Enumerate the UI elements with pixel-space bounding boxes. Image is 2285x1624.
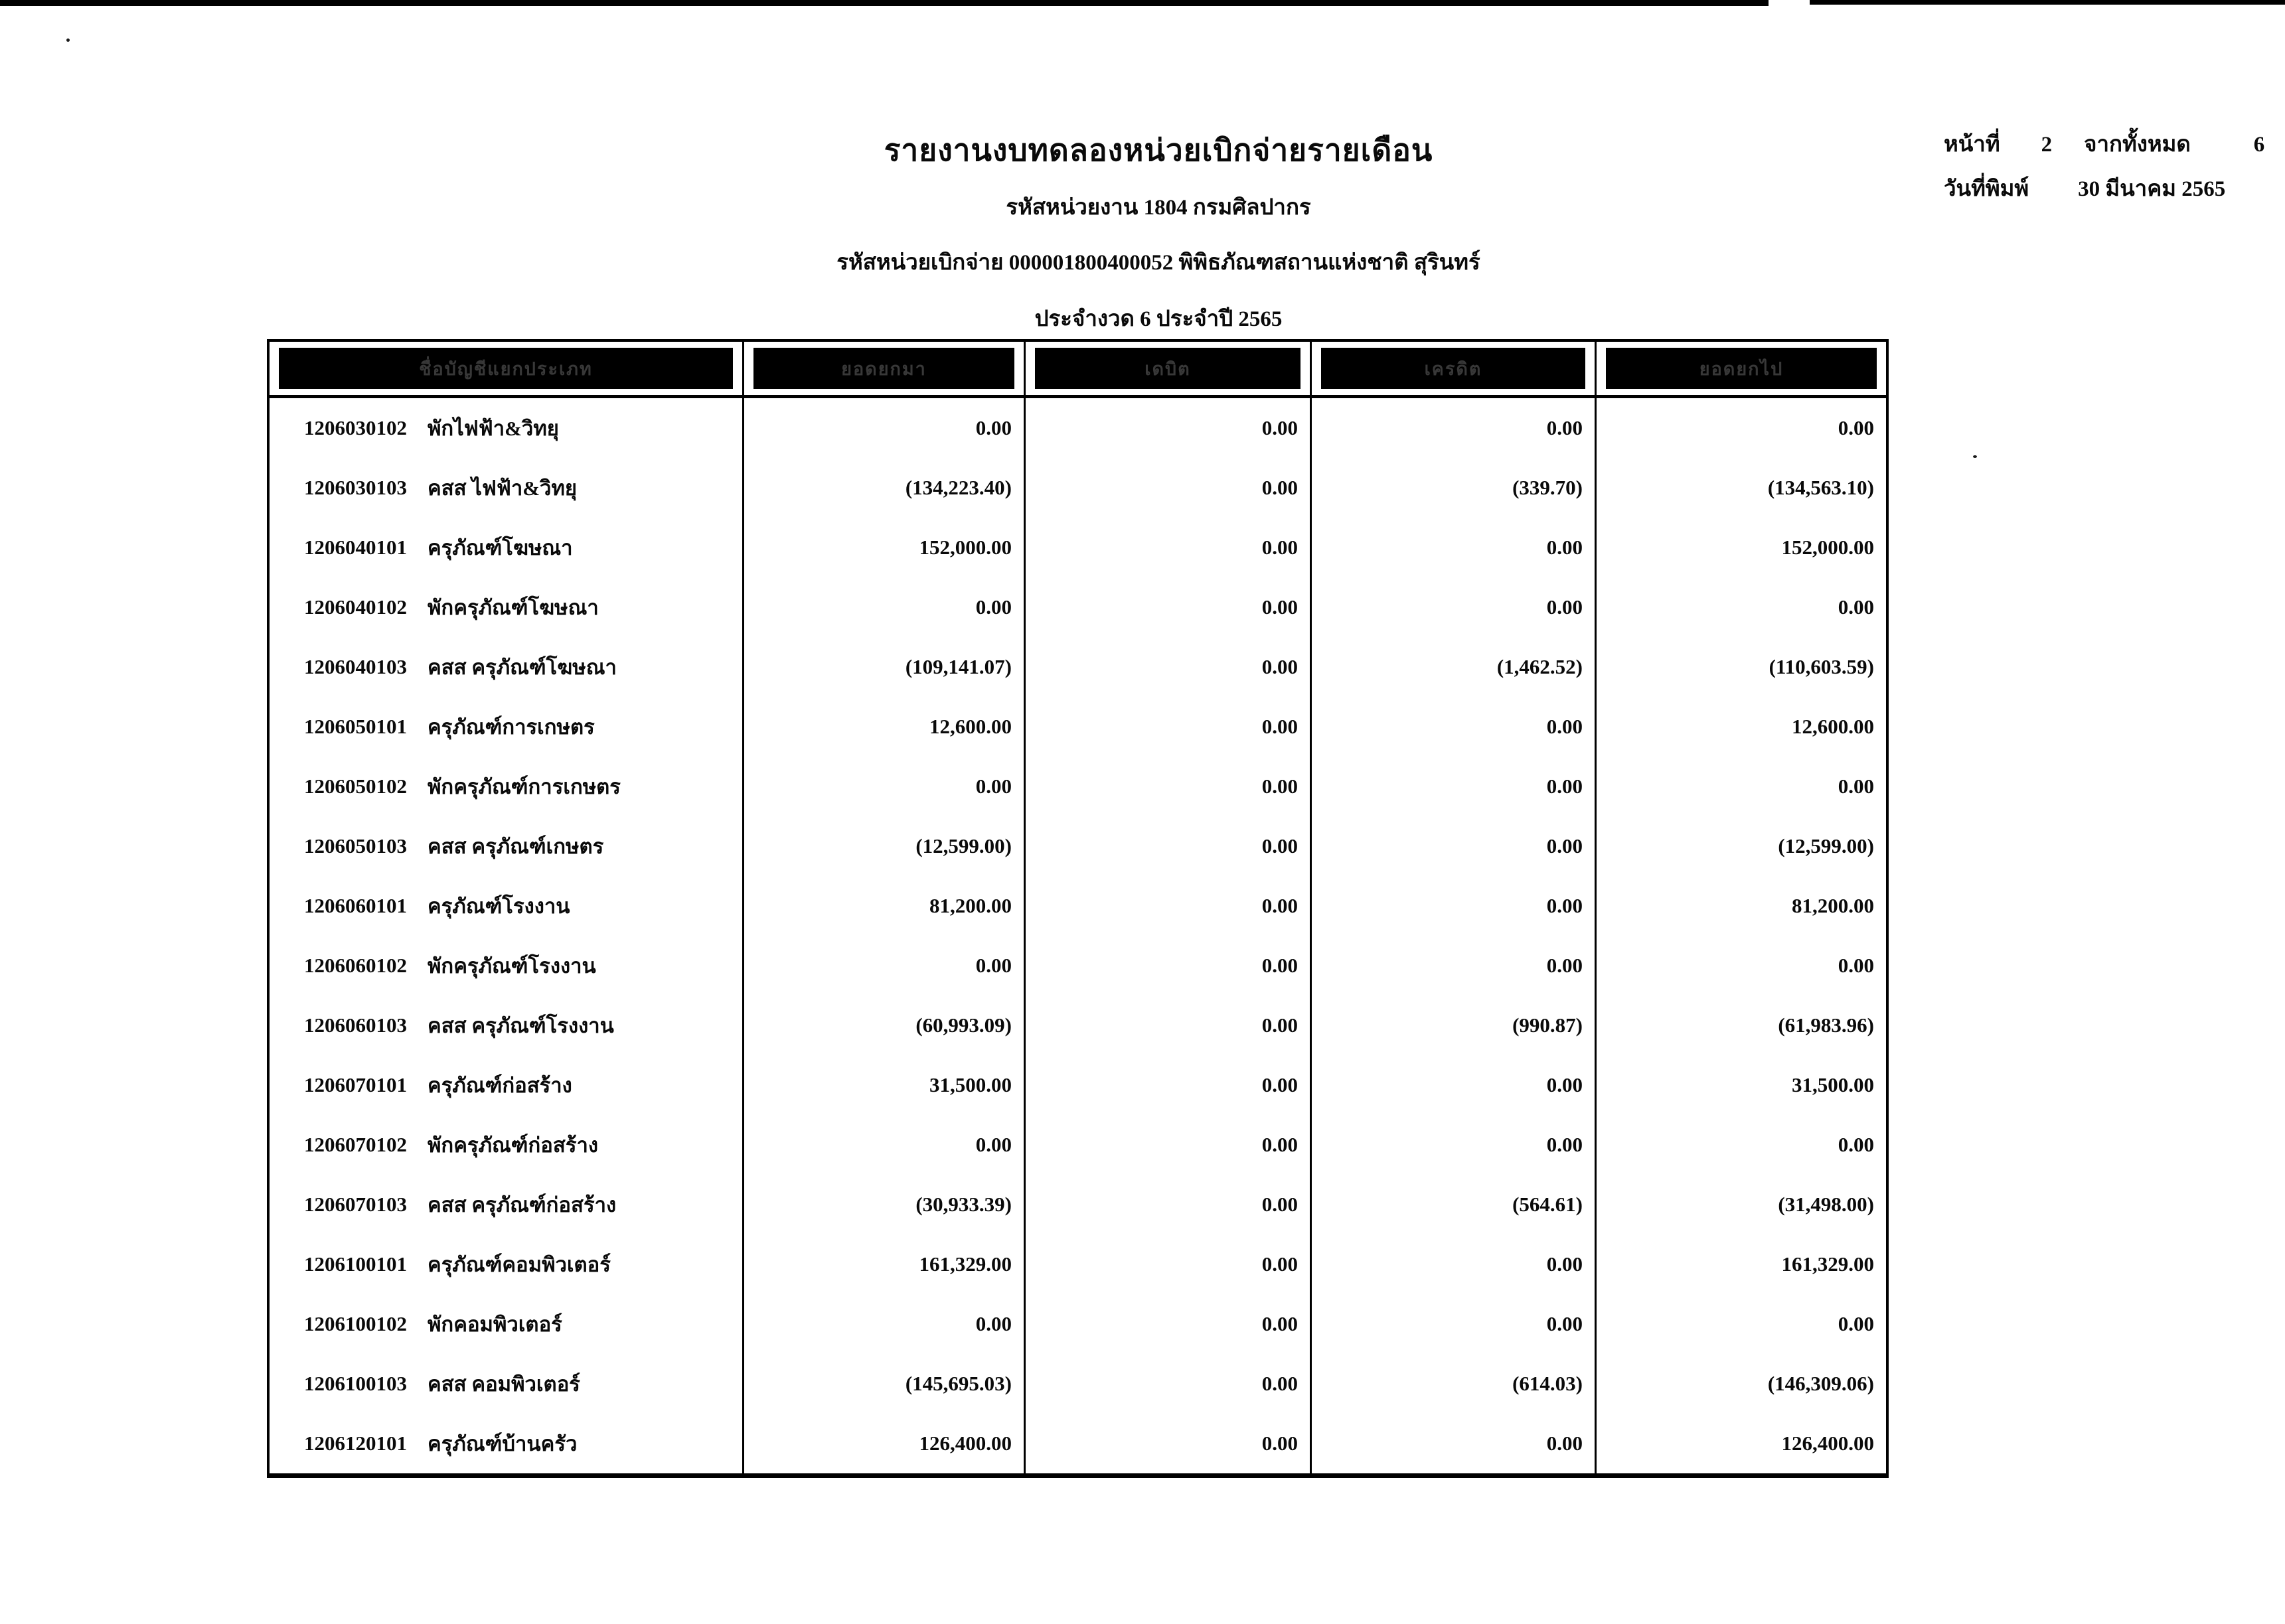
header-cell-credit xyxy=(1312,342,1597,395)
amount-credit: (339.70) xyxy=(1312,458,1597,518)
header-cell-opening-balance xyxy=(744,342,1026,395)
table-row xyxy=(270,518,1886,577)
table-row xyxy=(270,577,1886,637)
amount-closing-balance: 0.00 xyxy=(1838,954,1874,977)
amount-debit: 0.00 xyxy=(1026,697,1312,757)
amount-debit: 0.00 xyxy=(1026,816,1312,876)
amount-credit: 0.00 xyxy=(1312,1294,1597,1354)
account-cell xyxy=(270,936,744,996)
page-number: 2 xyxy=(2041,133,2053,157)
amount-closing-balance: 0.00 xyxy=(1838,416,1874,439)
print-date-line xyxy=(1944,171,2264,206)
amount-debit: 0.00 xyxy=(1026,1115,1312,1175)
amount-opening-balance: (60,993.09) xyxy=(744,996,1026,1055)
account-name: คสส ไฟฟ้า&วิทยุ xyxy=(428,477,578,500)
amount-debit: 0.00 xyxy=(1026,458,1312,518)
account-code: 1206050101 xyxy=(304,715,407,738)
amount-opening-balance: (30,933.39) xyxy=(744,1175,1026,1234)
table-header-row xyxy=(270,342,1886,398)
account-code: 1206060101 xyxy=(304,894,407,917)
account-code: 1206070101 xyxy=(304,1073,407,1096)
amount-opening-balance: (145,695.03) xyxy=(744,1354,1026,1414)
amount-opening-balance: 0.00 xyxy=(744,577,1026,637)
amount-credit: 0.00 xyxy=(1312,757,1597,816)
account-cell xyxy=(270,1294,744,1354)
amount-debit: 0.00 xyxy=(1026,1175,1312,1234)
table-row xyxy=(270,697,1886,757)
amount-opening-balance: (134,223.40) xyxy=(744,458,1026,518)
amount-credit: 0.00 xyxy=(1312,1414,1597,1473)
report-header xyxy=(597,126,1719,336)
amount-debit: 0.00 xyxy=(1026,876,1312,936)
amount-opening-balance: 81,200.00 xyxy=(744,876,1026,936)
table-row xyxy=(270,1354,1886,1414)
table-row xyxy=(270,876,1886,936)
amount-closing-balance: 161,329.00 xyxy=(1781,1252,1874,1276)
amount-closing-balance: (12,599.00) xyxy=(1778,834,1874,857)
account-code: 1206040103 xyxy=(304,655,407,678)
account-code: 1206060103 xyxy=(304,1013,407,1037)
amount-debit: 0.00 xyxy=(1026,398,1312,458)
table-row xyxy=(270,1294,1886,1354)
header-bar-debit: เดบิต xyxy=(1035,348,1300,389)
amount-credit: (1,462.52) xyxy=(1312,637,1597,697)
account-code: 1206040101 xyxy=(304,536,407,559)
amount-credit: 0.00 xyxy=(1312,936,1597,996)
amount-opening-balance: 161,329.00 xyxy=(744,1234,1026,1294)
amount-opening-balance: 126,400.00 xyxy=(744,1414,1026,1473)
amount-opening-balance: 0.00 xyxy=(744,1115,1026,1175)
account-code: 1206030103 xyxy=(304,476,407,499)
header-cell-account xyxy=(270,342,744,395)
account-cell xyxy=(270,757,744,816)
report-title: รายงานงบทดลองหน่วยเบิกจ่ายรายเดือน xyxy=(884,133,1433,167)
account-name: พักครุภัณฑ์ก่อสร้าง xyxy=(428,1134,599,1157)
total-pages: 6 xyxy=(2253,133,2265,157)
amount-closing-balance: 31,500.00 xyxy=(1792,1073,1874,1096)
amount-debit: 0.00 xyxy=(1026,577,1312,637)
amount-closing-balance: (110,603.59) xyxy=(1769,655,1874,678)
amount-closing-balance: 0.00 xyxy=(1838,595,1874,619)
account-name: พักครุภัณฑ์โรงงาน xyxy=(428,954,596,978)
amount-credit: (990.87) xyxy=(1312,996,1597,1055)
account-cell xyxy=(270,458,744,518)
page-label: หน้าที่ xyxy=(1944,133,2000,157)
account-cell xyxy=(270,1354,744,1414)
account-code: 1206050102 xyxy=(304,775,407,798)
disbursement-unit-line: รหัสหน่วยเบิกจ่าย 000001800400052 พิพิธภัณฑสถานแห่งชาติ สุรินทร์ xyxy=(836,251,1480,275)
account-name: พักคอมพิวเตอร์ xyxy=(428,1313,562,1336)
amount-closing-balance: (146,309.06) xyxy=(1767,1372,1874,1395)
account-cell xyxy=(270,1234,744,1294)
table-row xyxy=(270,1175,1886,1234)
scan-edge-artifact xyxy=(1810,0,2285,5)
account-name: พักครุภัณฑ์โฆษณา xyxy=(428,596,599,619)
account-cell xyxy=(270,637,744,697)
amount-credit: 0.00 xyxy=(1312,1115,1597,1175)
account-name: พักครุภัณฑ์การเกษตร xyxy=(428,775,621,798)
amount-opening-balance: 31,500.00 xyxy=(744,1055,1026,1115)
amount-closing-balance: 126,400.00 xyxy=(1781,1432,1874,1455)
account-cell xyxy=(270,1414,744,1473)
agency-line: รหัสหน่วยงาน 1804 กรมศิลปากร xyxy=(1006,196,1311,220)
account-name: คสส ครุภัณฑ์ก่อสร้าง xyxy=(428,1193,617,1217)
amount-closing-balance: 81,200.00 xyxy=(1792,894,1874,917)
account-cell xyxy=(270,816,744,876)
account-cell xyxy=(270,1055,744,1115)
account-name: ครุภัณฑ์คอมพิวเตอร์ xyxy=(428,1253,611,1276)
amount-credit: 0.00 xyxy=(1312,876,1597,936)
amount-debit: 0.00 xyxy=(1026,637,1312,697)
amount-closing-balance: (31,498.00) xyxy=(1778,1193,1874,1216)
amount-debit: 0.00 xyxy=(1026,1354,1312,1414)
table-row xyxy=(270,1055,1886,1115)
account-cell xyxy=(270,1115,744,1175)
amount-credit: 0.00 xyxy=(1312,816,1597,876)
scan-speck xyxy=(1973,455,1977,458)
amount-debit: 0.00 xyxy=(1026,1234,1312,1294)
amount-debit: 0.00 xyxy=(1026,936,1312,996)
account-cell xyxy=(270,398,744,458)
amount-debit: 0.00 xyxy=(1026,1294,1312,1354)
amount-debit: 0.00 xyxy=(1026,1055,1312,1115)
account-code: 1206050103 xyxy=(304,834,407,857)
amount-opening-balance: 12,600.00 xyxy=(744,697,1026,757)
amount-opening-balance: 0.00 xyxy=(744,1294,1026,1354)
amount-opening-balance: 0.00 xyxy=(744,757,1026,816)
account-cell xyxy=(270,1175,744,1234)
page-info xyxy=(1944,126,2264,215)
table-row xyxy=(270,757,1886,816)
header-bar-opening-balance: ยอดยกมา xyxy=(753,348,1014,389)
amount-debit: 0.00 xyxy=(1026,518,1312,577)
account-name: ครุภัณฑ์โรงงาน xyxy=(428,895,570,918)
total-pages-label: จากทั้งหมด xyxy=(2084,133,2191,157)
amount-opening-balance: 0.00 xyxy=(744,398,1026,458)
table-row xyxy=(270,996,1886,1055)
amount-closing-balance: 0.00 xyxy=(1838,1133,1874,1156)
amount-closing-balance: 12,600.00 xyxy=(1792,715,1874,738)
amount-credit: (614.03) xyxy=(1312,1354,1597,1414)
amount-credit: 0.00 xyxy=(1312,1055,1597,1115)
account-cell xyxy=(270,697,744,757)
amount-closing-balance: (134,563.10) xyxy=(1767,476,1874,499)
account-name: ครุภัณฑ์ก่อสร้าง xyxy=(428,1074,572,1097)
amount-opening-balance: 152,000.00 xyxy=(744,518,1026,577)
scan-edge-artifact xyxy=(0,0,1769,6)
amount-opening-balance: (109,141.07) xyxy=(744,637,1026,697)
account-code: 1206070102 xyxy=(304,1133,407,1156)
amount-closing-balance: (61,983.96) xyxy=(1778,1013,1874,1037)
account-code: 1206030102 xyxy=(304,416,407,439)
scan-speck xyxy=(66,38,70,42)
table-row xyxy=(270,1234,1886,1294)
account-name: ครุภัณฑ์บ้านครัว xyxy=(428,1432,578,1455)
amount-credit: 0.00 xyxy=(1312,697,1597,757)
amount-closing-balance: 0.00 xyxy=(1838,775,1874,798)
account-cell xyxy=(270,518,744,577)
header-bar-account: ชื่อบัญชีแยกประเภท xyxy=(279,348,733,389)
account-name: พักไฟฟ้า&วิทยุ xyxy=(428,417,559,440)
amount-credit: 0.00 xyxy=(1312,577,1597,637)
amount-closing-balance: 152,000.00 xyxy=(1781,536,1874,559)
trial-balance-table xyxy=(267,339,1889,1478)
print-date-label: วันที่พิมพ์ xyxy=(1944,177,2029,201)
account-name: คสส ครุภัณฑ์โรงงาน xyxy=(428,1014,614,1037)
table-row xyxy=(270,936,1886,996)
amount-credit: 0.00 xyxy=(1312,398,1597,458)
header-bar-closing-balance: ยอดยกไป xyxy=(1606,348,1877,389)
header-cell-debit xyxy=(1026,342,1312,395)
account-code: 1206060102 xyxy=(304,954,407,977)
amount-debit: 0.00 xyxy=(1026,1414,1312,1473)
account-cell xyxy=(270,996,744,1055)
account-name: ครุภัณฑ์การเกษตร xyxy=(428,715,595,739)
amount-closing-balance: 0.00 xyxy=(1838,1312,1874,1335)
period-line: ประจำงวด 6 ประจำปี 2565 xyxy=(1034,307,1283,331)
table-row xyxy=(270,1115,1886,1175)
amount-credit: 0.00 xyxy=(1312,518,1597,577)
table-row xyxy=(270,1414,1886,1473)
amount-credit: 0.00 xyxy=(1312,1234,1597,1294)
account-code: 1206100101 xyxy=(304,1252,407,1276)
amount-opening-balance: 0.00 xyxy=(744,936,1026,996)
account-name: คสส ครุภัณฑ์โฆษณา xyxy=(428,656,617,679)
page-number-line xyxy=(1944,126,2264,161)
account-cell xyxy=(270,577,744,637)
table-row xyxy=(270,637,1886,697)
account-cell xyxy=(270,876,744,936)
table-row xyxy=(270,398,1886,458)
account-name: คสส ครุภัณฑ์เกษตร xyxy=(428,835,604,858)
account-code: 1206100102 xyxy=(304,1312,407,1335)
account-name: คสส คอมพิวเตอร์ xyxy=(428,1372,580,1396)
table-row xyxy=(270,816,1886,876)
account-code: 1206100103 xyxy=(304,1372,407,1395)
print-date: 30 มีนาคม 2565 xyxy=(2078,177,2226,201)
account-name: ครุภัณฑ์โฆษณา xyxy=(428,536,573,559)
account-code: 1206070103 xyxy=(304,1193,407,1216)
table-row xyxy=(270,458,1886,518)
amount-debit: 0.00 xyxy=(1026,996,1312,1055)
header-bar-credit: เครดิต xyxy=(1321,348,1585,389)
table-body xyxy=(270,398,1886,1473)
account-code: 1206040102 xyxy=(304,595,407,619)
header-cell-closing-balance xyxy=(1597,342,1886,395)
amount-debit: 0.00 xyxy=(1026,757,1312,816)
account-code: 1206120101 xyxy=(304,1432,407,1455)
amount-opening-balance: (12,599.00) xyxy=(744,816,1026,876)
amount-credit: (564.61) xyxy=(1312,1175,1597,1234)
